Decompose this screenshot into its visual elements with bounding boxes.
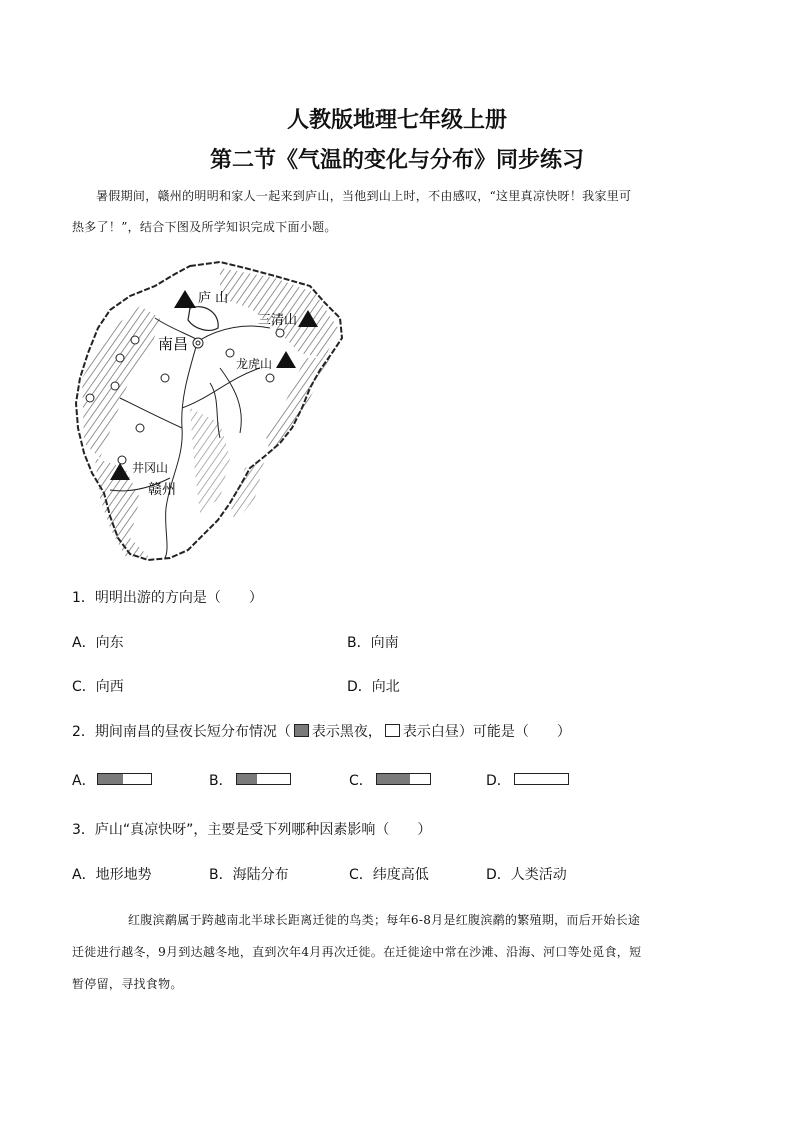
night-legend-swatch [294, 724, 309, 737]
section-title: 第二节《气温的变化与分布》同步练习 [209, 147, 584, 173]
q3-option-a[interactable]: A．地形地势 [72, 867, 152, 883]
day-legend-swatch [385, 724, 400, 737]
q2-option-b-daynight-bar[interactable] [236, 773, 291, 785]
jiangxi-map [70, 258, 350, 566]
q2-option-d[interactable]: D． [486, 773, 511, 789]
q1-option-c[interactable]: C．向西 [72, 679, 124, 695]
q1-option-b[interactable]: B．向南 [347, 635, 399, 651]
q2-option-a[interactable]: A． [72, 773, 96, 789]
page-title: 人教版地理七年级上册 [286, 107, 507, 133]
question-2-stem [72, 721, 571, 741]
q2-option-b[interactable]: B． [209, 773, 233, 789]
label-jinggangshan: 井冈山 [132, 461, 169, 475]
q2-option-c[interactable]: C． [349, 773, 373, 789]
q2-stem-part3: 表示白昼）可能是（ ） [402, 724, 571, 740]
q1-option-a[interactable]: A．向东 [72, 635, 124, 651]
q2-option-c-daynight-bar[interactable] [376, 773, 431, 785]
q3-option-b[interactable]: B．海陆分布 [209, 867, 289, 883]
intro-line-2: 热多了！”，结合下图及所学知识完成下面小题。 [72, 220, 337, 234]
q3-option-c[interactable]: C．纬度高低 [349, 867, 429, 883]
q3-option-d[interactable]: D．人类活动 [486, 867, 567, 883]
intro-line-1: 暑假期间，赣州的明明和家人一起来到庐山，当他到山上时，不由感叹，“这里真凉快呀！我家里可 [96, 189, 632, 203]
night-portion [98, 774, 123, 784]
question-1-stem: 1．明明出游的方向是（ ） [72, 590, 263, 606]
question-3-stem: 3．庐山“真凉快呀”，主要是受下列哪种因素影响（ ） [72, 822, 432, 838]
label-sanqingshan: 三清山 [258, 313, 298, 328]
label-nanchang: 南昌 [158, 335, 189, 353]
night-portion [377, 774, 410, 784]
night-portion [237, 774, 257, 784]
passage-2-line-1: 红腹滨鹬属于跨越南北半球长距离迁徙的鸟类；每年6-8月是红腹滨鹬的繁殖期，而后开始长途 [128, 913, 641, 927]
q2-option-d-daynight-bar[interactable] [514, 773, 569, 785]
q2-stem-part1: 2．期间南昌的昼夜长短分布情况（ [72, 724, 291, 740]
label-lushan: 庐 山 [198, 291, 229, 306]
passage-2-line-2: 迁徙进行越冬，9月到达越冬地，直到次年4月再次迁徙。在迁徙途中常在沙滩、沿海、河口等处觅食，短 [72, 945, 642, 959]
q1-option-d[interactable]: D．向北 [347, 679, 400, 695]
q2-stem-part2: 表示黑夜， [311, 724, 382, 740]
label-longhushan: 龙虎山 [236, 357, 273, 371]
q2-option-a-daynight-bar[interactable] [97, 773, 152, 785]
label-ganzhou: 赣州 [148, 482, 176, 498]
passage-2-line-3: 暂停留，寻找食物。 [72, 977, 183, 991]
